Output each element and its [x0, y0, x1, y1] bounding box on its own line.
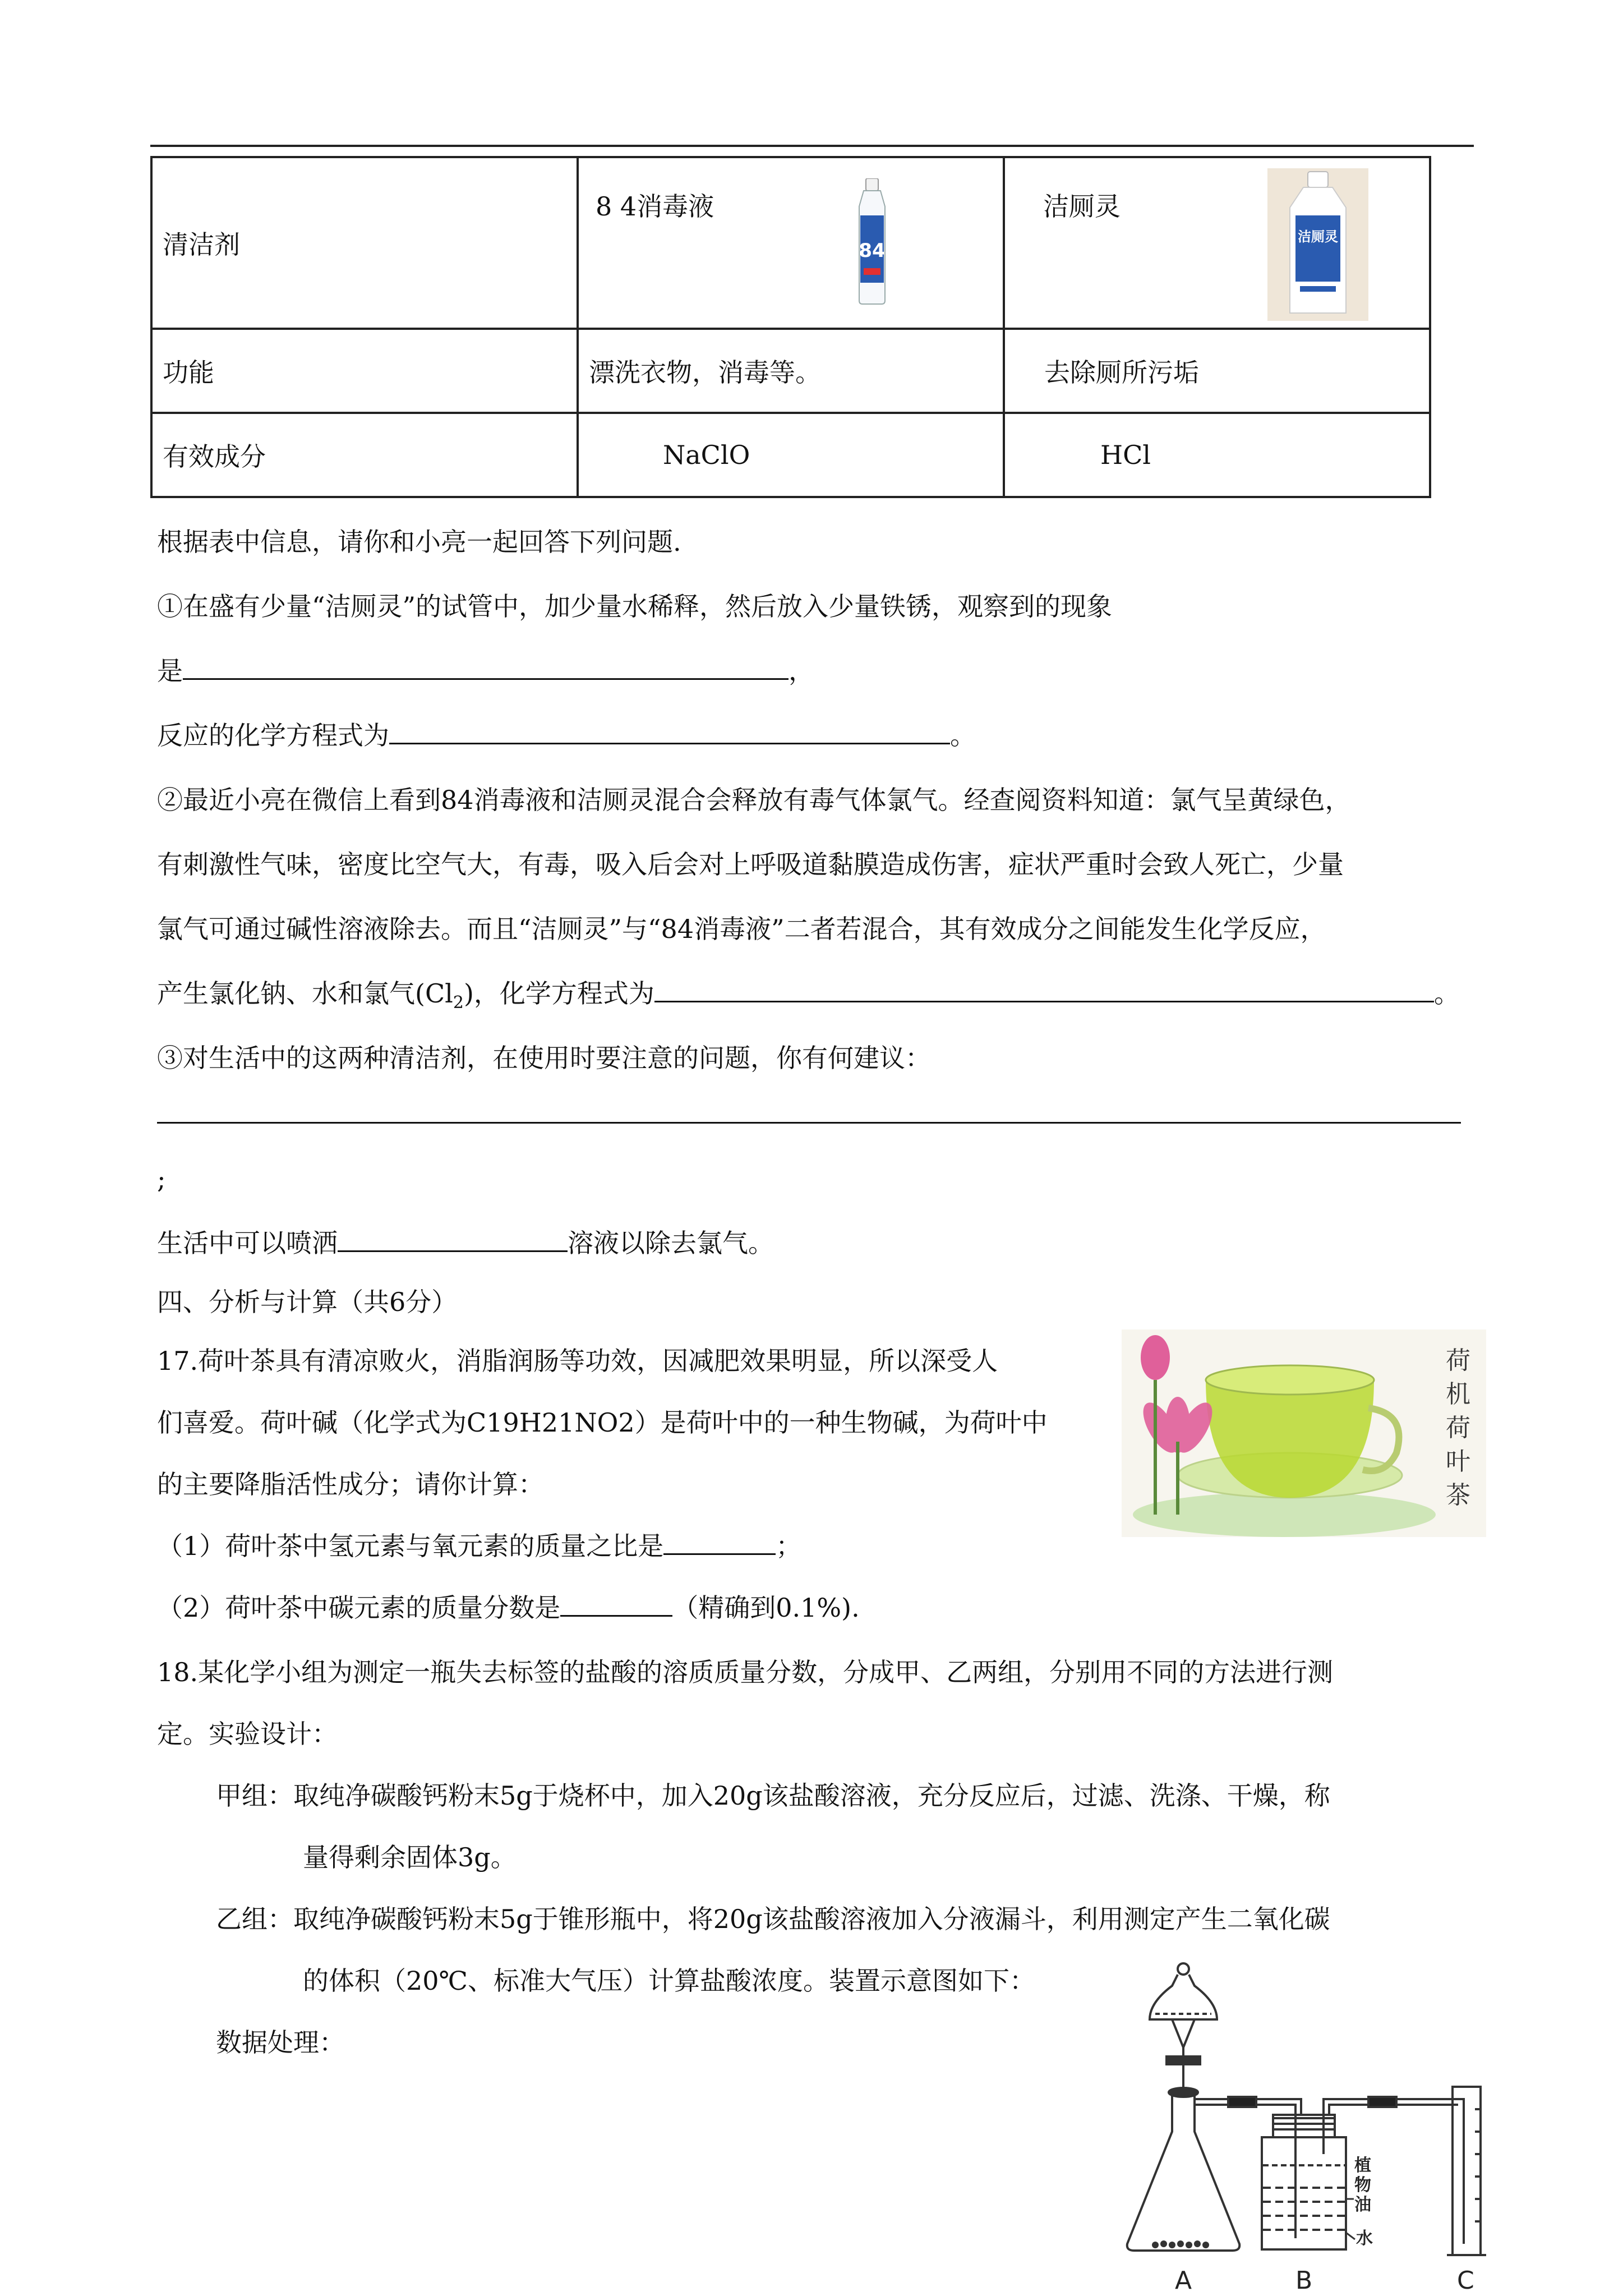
q17-line1: 17.荷叶茶具有清凉败火，消脂润肠等功效，因减肥效果明显，所以深受人 [157, 1346, 998, 1376]
q18-jia-1: 甲组：取纯净碳酸钙粉末5g于烧杯中，加入20g该盐酸溶液，充分反应后，过滤、洗涤、干燥，称 [216, 1780, 1330, 1811]
apparatus-diagram [1116, 1952, 1509, 2294]
intro-text: 根据表中信息，请你和小亮一起回答下列问题. [157, 527, 681, 557]
q17-part2: （2）荷叶茶中碳元素的质量分数是 （精确到0.1%). [157, 1588, 860, 1625]
label-c: C [1457, 2266, 1474, 2294]
table-cell: 去除厕所污垢 [1004, 329, 1430, 413]
table-cell: HCl [1004, 413, 1430, 497]
q2-line2: 有刺激性气味，密度比空气大，有毒，吸入后会对上呼吸道黏膜造成伤害，症状严重时会致人死亡，少量 [157, 849, 1344, 880]
q18-yi-1: 乙组：取纯净碳酸钙粉末5g于锥形瓶中，将20g该盐酸溶液加入分液漏斗，利用测定产生二氧化碳 [216, 1904, 1330, 1934]
q3-line3: 生活中可以喷洒 溶液以除去氯气。 [157, 1223, 774, 1260]
q17-line2: 们喜爱。荷叶碱（化学式为C19H21NO2）是荷叶中的一种生物碱，为荷叶中 [157, 1407, 1048, 1438]
table-row-label: 清洁剂 [151, 157, 578, 329]
svg-text:叶: 叶 [1446, 1447, 1470, 1476]
svg-text:机: 机 [1446, 1380, 1470, 1409]
q18-yi-2: 的体积（20℃、标准大气压）计算盐酸浓度。装置示意图如下： [303, 1966, 1035, 1996]
bottle-84-text: 84 [859, 240, 886, 262]
q1-line2: 是 ， [157, 651, 814, 688]
bottle-jiecheling-image [1267, 168, 1368, 321]
section-heading: 四、分析与计算（共6分） [157, 1287, 458, 1317]
water-label: 水 [1356, 2229, 1373, 2248]
svg-text:油: 油 [1354, 2195, 1371, 2215]
answer-blank [560, 1589, 672, 1617]
q17-line3: 的主要降脂活性成分；请你计算： [157, 1469, 544, 1499]
answer-blank [338, 1225, 568, 1252]
tea-caption: 荷 [1446, 1346, 1470, 1375]
q3-semicolon: ; [157, 1164, 166, 1194]
product-jiecheling-name: 洁厕灵 [1043, 191, 1121, 222]
label-a: A [1175, 2266, 1192, 2294]
bottle-84-image [852, 178, 892, 305]
q17-part1: （1）荷叶茶中氢元素与氧元素的质量之比是 ； [157, 1526, 801, 1563]
table-cell: 漂洗衣物，消毒等。 [578, 329, 1004, 413]
product-84-name: 8 4消毒液 [596, 191, 714, 222]
q1-line1: ①在盛有少量“洁厕灵”的试管中，加少量水稀释，然后放入少量铁锈，观察到的现象 [157, 591, 1113, 622]
q1-line3: 反应的化学方程式为 。 [157, 715, 976, 752]
product-jiecheling-cell [1004, 157, 1430, 329]
q2-line3: 氯气可通过碱性溶液除去。而且“洁厕灵”与“84消毒液”二者若混合，其有效成分之间能发生化学反应， [157, 914, 1326, 944]
answer-blank [663, 1527, 776, 1555]
oil-label-1: 植 [1354, 2156, 1371, 2175]
answer-blank [389, 717, 950, 744]
table-row-label: 有效成分 [151, 413, 578, 497]
svg-text:荷: 荷 [1446, 1414, 1470, 1442]
answer-blank [654, 975, 1434, 1002]
q2-line4: 产生氯化钠、水和氯气$(Cl_2)$，化学方程式为 。 [157, 973, 1460, 1013]
q18-data-label: 数据处理： [216, 2027, 345, 2058]
top-rule [150, 145, 1474, 147]
product-84-cell [578, 157, 1004, 329]
q18-jia-2: 量得剩余固体3g。 [303, 1842, 517, 1872]
svg-text:物: 物 [1354, 2175, 1371, 2195]
lotus-tea-image [1122, 1329, 1486, 1537]
svg-text:茶: 茶 [1446, 1481, 1470, 1510]
q18-line1: 18.某化学小组为测定一瓶失去标签的盐酸的溶质质量分数，分成甲、乙两组，分别用不同的方法进行测 [157, 1657, 1334, 1687]
answer-line [157, 1122, 1461, 1124]
label-b: B [1295, 2266, 1313, 2294]
q18-line2: 定。实验设计： [157, 1719, 338, 1749]
q3-line1: ③对生活中的这两种清洁剂，在使用时要注意的问题，你有何建议： [157, 1043, 931, 1073]
q2-line1: ②最近小亮在微信上看到84消毒液和洁厕灵混合会释放有毒气体氯气。经查阅资料知道：氯气呈黄绿色， [157, 785, 1351, 815]
table-row-label: 功能 [151, 329, 578, 413]
bottle-jiecheling-text: 洁厕灵 [1298, 229, 1338, 245]
answer-blank [183, 652, 789, 680]
table-cell: NaClO [578, 413, 1004, 497]
cleaner-table [150, 156, 1431, 498]
